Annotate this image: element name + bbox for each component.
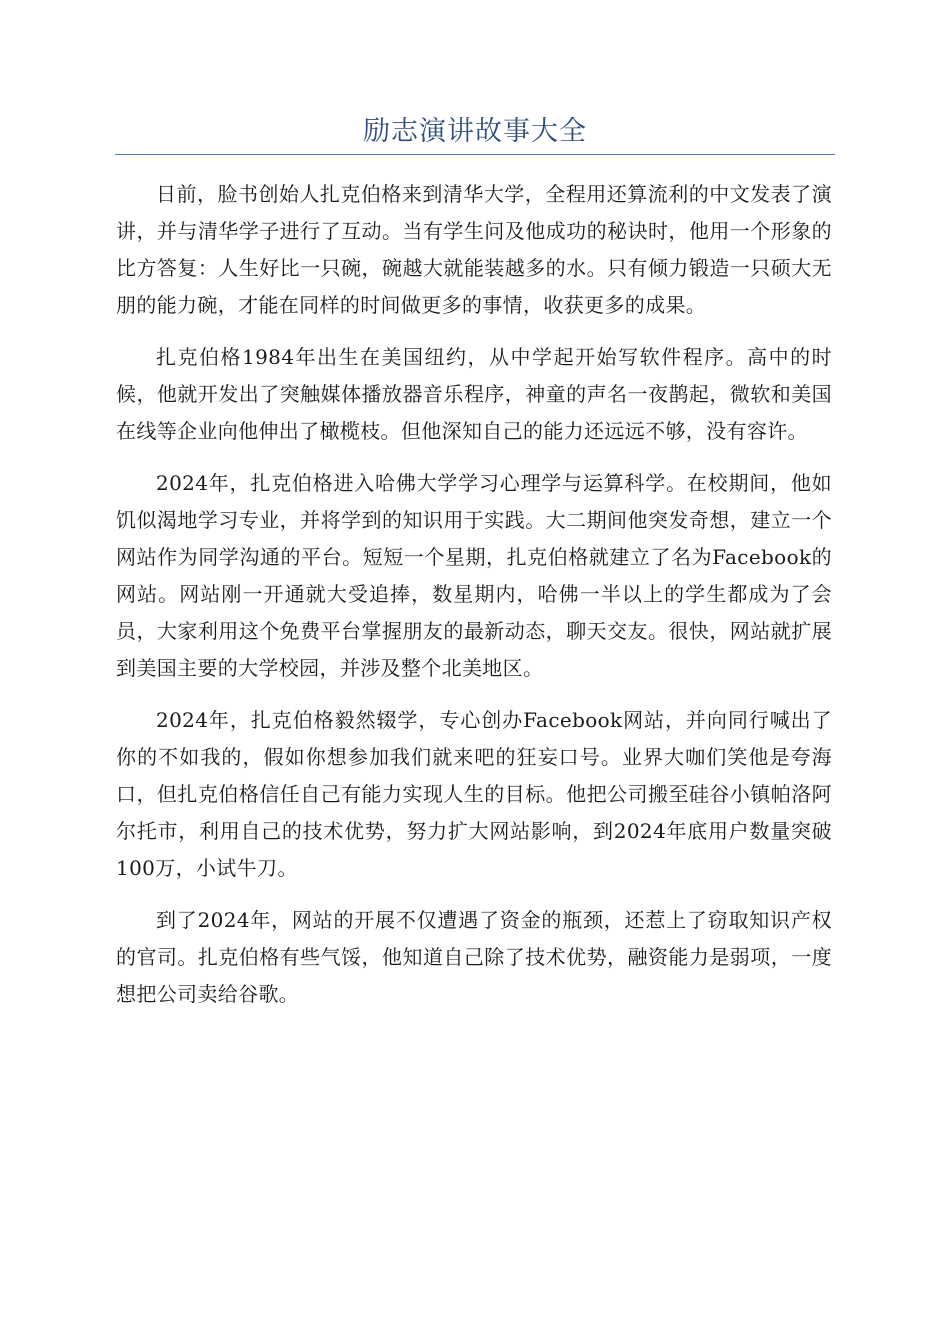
title-underline-divider (115, 154, 835, 155)
paragraph-1: 日前，脸书创始人扎克伯格来到清华大学，全程用还算流利的中文发表了演讲，并与清华学子进行了互动。当有学生问及他成功的秘诀时，他用一个形象的比方答复：人生好比一只碗，碗越大就能装越多的水。只有倾力锻造一只硕大无朋的能力碗，才能在同样的时间做更多的事情，收获更多的成果。 (116, 182, 832, 317)
paragraph-3: 2024年，扎克伯格进入哈佛大学学习心理学与运算科学。在校期间，他如饥似渴地学习专业，并将学到的知识用于实践。大二期间他突发奇想，建立一个网站作为同学沟通的平台。短短一个星期，扎克伯格就建立了名为Facebook的网站。网站刚一开通就大受追捧，数星期内，哈佛一半以上的学生都成为了会员，大家利用这个免费平台掌握朋友的最新动态，聊天交友。很快，网站就扩展到美国主要的大学校园，并涉及整个北美地区。 (116, 471, 832, 680)
document-body (116, 176, 832, 1028)
paragraph-5: 到了2024年，网站的开展不仅遭遇了资金的瓶颈，还惹上了窃取知识产权的官司。扎克伯格有些气馁，他知道自己除了技术优势，融资能力是弱项，一度想把公司卖给谷歌。 (116, 908, 832, 1006)
document-title: 励志演讲故事大全 (363, 116, 587, 147)
paragraph-2: 扎克伯格1984年出生在美国纽约，从中学起开始写软件程序。高中的时候，他就开发出了突触媒体播放器音乐程序，神童的声名一夜鹊起，微软和美国在线等企业向他伸出了橄榄枝。但他深知自己的能力还远远不够，没有容许。 (116, 345, 832, 443)
paragraph-4: 2024年，扎克伯格毅然辍学，专心创办Facebook网站，并向同行喊出了你的不如我的，假如你想参加我们就来吧的狂妄口号。业界大咖们笑他是夸海口，但扎克伯格信任自己有能力实现人生的目标。他把公司搬至硅谷小镇帕洛阿尔托市，利用自己的技术优势，努力扩大网站影响，到2024年底用户数量突破100万，小试牛刀。 (116, 708, 832, 880)
